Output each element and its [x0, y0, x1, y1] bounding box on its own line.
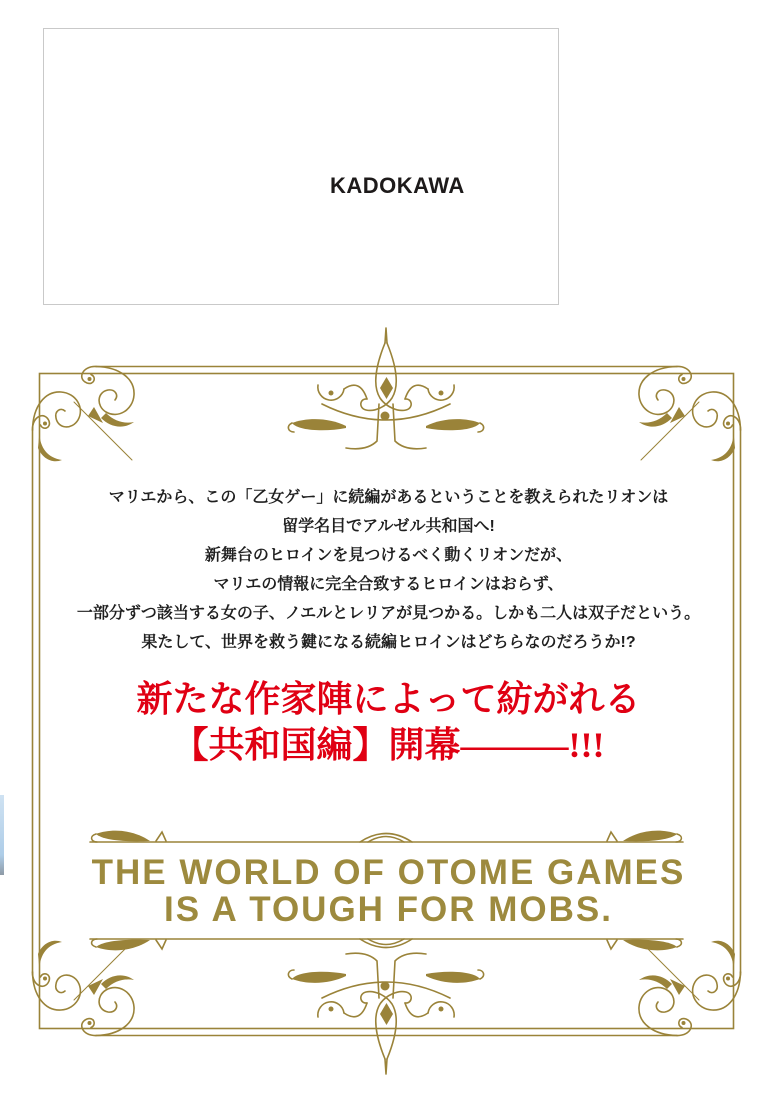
synopsis-line: 果たして、世界を救う鍵になる続編ヒロインはどちらなのだろうか!?	[141, 634, 636, 651]
synopsis-line: マリエから、この「乙女ゲー」に続編があるということを教えられたリオンは	[108, 489, 669, 506]
english-title-line: IS A TOUGH FOR MOBS.	[164, 889, 613, 929]
synopsis-line: 留学名目でアルゼル共和国へ!	[282, 518, 495, 535]
headline-line: 【共和国編】開幕―――!!!	[172, 725, 605, 765]
kadokawa-logo: KADOKAWA	[330, 173, 465, 198]
center-ornament-top	[288, 328, 483, 449]
synopsis-line: 新舞台のヒロインを見つけるべく動くリオンだが、	[204, 547, 573, 564]
title-rule-top	[90, 831, 683, 842]
corner-flourish-bottom-right	[639, 941, 741, 1036]
corner-flourish-bottom-left	[32, 941, 134, 1036]
synopsis-line: 一部分ずつ該当する女の子、ノエルとレリアが見つかる。しかも二人は双子だという。	[76, 605, 701, 622]
title-rule-bottom	[90, 939, 683, 950]
synopsis-line: マリエの情報に完全合致するヒロインはおらず、	[213, 576, 564, 593]
corner-flourish-top-left	[32, 366, 134, 461]
headline-text	[36, 676, 741, 768]
headline-line: 新たな作家陣によって紡がれる	[136, 679, 641, 719]
center-ornament-bottom	[288, 953, 483, 1074]
english-title	[36, 855, 741, 928]
synopsis-text	[36, 483, 741, 657]
corner-flourish-top-right	[639, 366, 741, 461]
english-title-line: THE WORLD OF OTOME GAMES	[91, 853, 686, 892]
